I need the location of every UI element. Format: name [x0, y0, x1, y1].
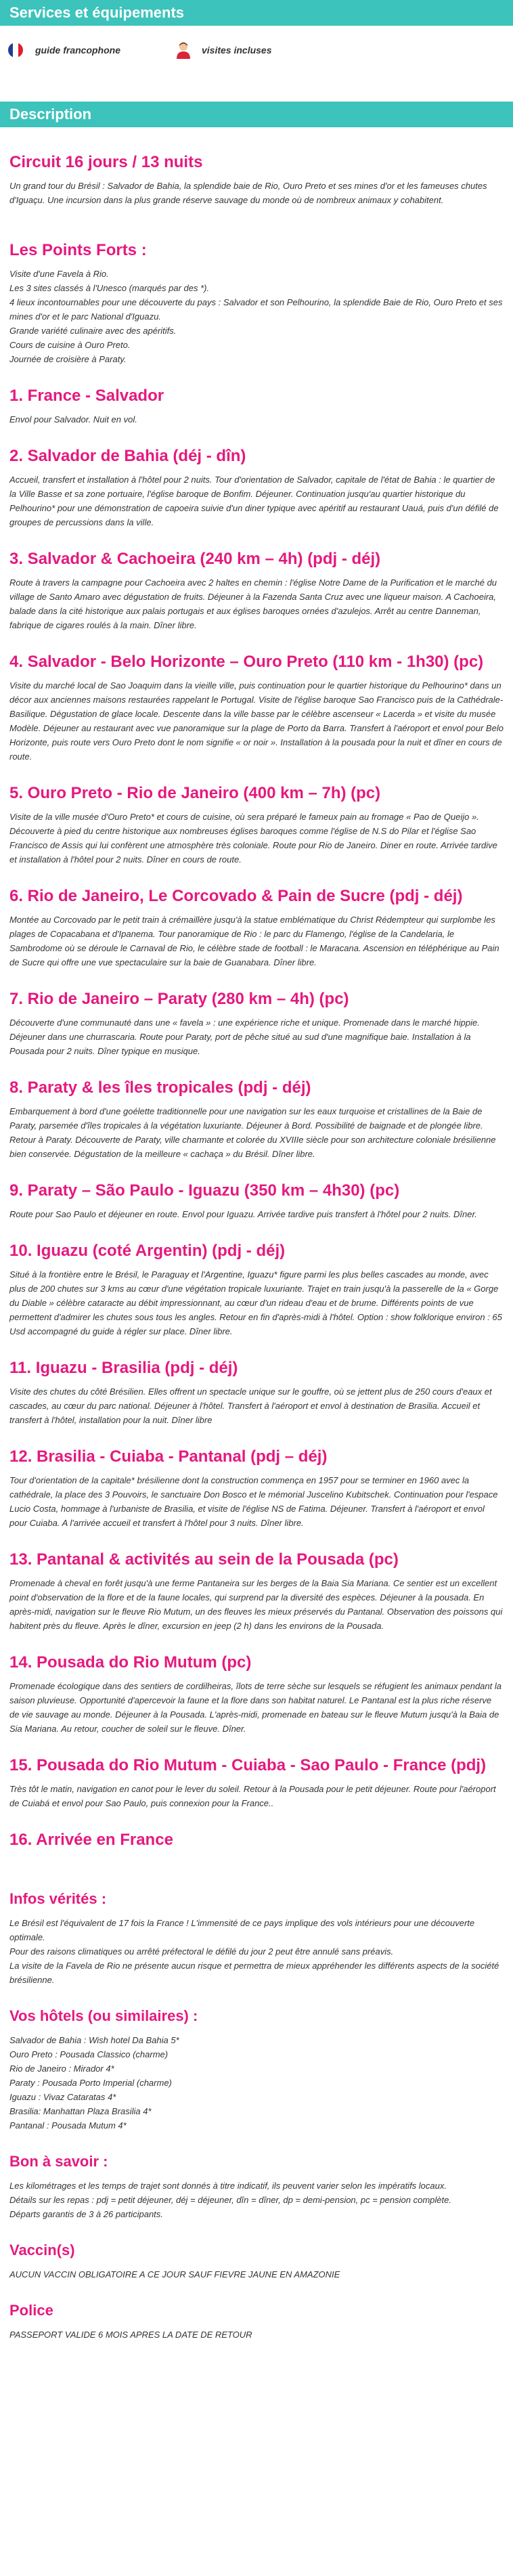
description-header: Description [0, 102, 513, 127]
day-title: 8. Paraty & les îles tropicales (pdj - déj) [9, 1078, 311, 1097]
service-visites-incluses [175, 41, 272, 59]
day-text: Découverte d'une communauté dans une « favela » : une expérience riche et unique. Promenade dans le marché hippie. Déjeuner dans une churrascaria. Route pour Paraty, port de pêche situé au sud d'une magnifique baie. Installation à la Pousada pour 2 nuits. Dîner typique en musique. [9, 1018, 480, 1056]
day-text: Route à travers la campagne pour Cachoeira avec 2 haltes en chemin : l'église Notre Dame de la Purification et le marché du village de Santo Amaro avec dégustation de fruits. Déjeuner à la Fazenda Santa Cruz avec une liqueur maison. A Cachoeira, balade dans la cité historique aux palais portugais et aux églises baroques ornées d'azulejos. Arrêt au centre Danneman, fabrique de cigares roulés à la main. Dîner libre. [9, 577, 497, 630]
infos-title: Infos vérités : [9, 1890, 107, 1907]
day-title: 9. Paraty – São Paulo - Iguazu (350 km – 4h30) (pc) [9, 1181, 400, 1200]
service-label: visites incluses [202, 45, 272, 56]
day-text: Accueil, transfert et installation à l'hôtel pour 2 nuits. Tour d'orientation de Salvador, capitale de l'état de Bahia : le quartier de la Ville Basse et sa zone portuaire, l'église baroque de Bonfim. Déjeuner. Continuation jusqu'au quartier historique du Pelhourino* pour une démonstration de capoeira suivie d'un diner typique avec apéritif au restaurant Uauá, puis d'un défilé de groupes de percussions dans la ville. [9, 475, 499, 527]
day-title: 12. Brasilia - Cuiaba - Pantanal (pdj – déj) [9, 1447, 328, 1466]
police-text: PASSEPORT VALIDE 6 MOIS APRES LA DATE DE RETOUR [9, 2330, 252, 2340]
day-text: Visite du marché local de Sao Joaquim dans la vieille ville, puis continuation pour le quartier historique du Pelhourino* dans un décor aux anciennes maisons restaurées rappelant le Portugal. Visite de l'église baroque Sao Francisco puis de la Cathédrale-Basilique. Dégustation de glace locale. Descente dans la ville basse par le célèbre ascenseur « Lacerda » et visite du musée Modèle. Déjeuner au restaurant avec vue panoramique sur la plage de Porto da Barra. Transfert à l'aéroport et envol pour Belo Horizonte, puis route vers Ouro Preto dont le nom signifie « or noir ». Installation à la pousada pour la nuit et dîner en cours de route. [9, 680, 504, 762]
hotels-text: Salvador de Bahia : Wish hotel Da Bahia 5* Ouro Preto : Pousada Classico (charme) Rio de Janeiro : Mirador 4* Paraty : Pousada Porto Imperial (charme) Iguazu : Vivaz Cataratas 4* Brasilia: Manhattan Plaza Brasilia 4* Pantanal : Pousada Mutum 4* [9, 2035, 179, 2131]
day-title: 14. Pousada do Rio Mutum (pc) [9, 1653, 252, 1672]
infos-text: Le Brésil est l'équivalent de 17 fois la France ! L'immensité de ce pays implique des vols intérieurs pour une découverte optimale. Pour des raisons climatiques ou arrêté préfectoral le défilé du jour 2 peut être annulé sans préavis. La visite de la Favela de Rio ne présente aucun risque et permettra de mieux appréhender les différents aspects de la société brésilienne. [9, 1918, 499, 1985]
day-title: 15. Pousada do Rio Mutum - Cuiaba - Sao Paulo - France (pdj) [9, 1756, 487, 1774]
vaccins-title: Vaccin(s) [9, 2242, 75, 2258]
police-title: Police [9, 2302, 53, 2319]
day-text: Visite des chutes du côté Brésilien. Elles offrent un spectacle unique sur le gouffre, où se jettent plus de 250 cours d'eaux et cascades, au cœur du parc national. Déjeuner à l'hôtel. Transfert à l'aéroport et envol à destination de Brasilia. Accueil et transfert à l'hôtel, installation pour la nuit. Dîner libre [9, 1387, 492, 1425]
points-forts-text: Visite d'une Favela à Rio. Les 3 sites classés à l'Unesco (marqués par des *). 4 lieux incontournables pour une découverte du pays : Salvador et son Pelhourino, la splendide Baie de Rio, Ouro Preto et ses mines d'or et le parc National d'Iguazu. Grande variété culinaire avec des apéritifs. Cours de cuisine à Ouro Preto. Journée de croisière à Paraty. [9, 269, 503, 364]
day-text: Promenade à cheval en forêt jusqu'à une ferme Pantaneira sur les berges de la Baia Sia Mariana. Ce sentier est un excellent point d'observation de la flore et de la faune locales, qui surprend par la diversité des espèces. Déjeuner à la pousada. En après-midi, navigation sur le fleuve Rio Mutum, un des fleuves les mieux préservés du Pantanal. Observation des poissons qui habitent près du fleuve. Après le dîner, excursion en jeep (2 h) dans les environs de la Pousada. [9, 1578, 503, 1631]
day-text: Route pour Sao Paulo et déjeuner en route. Envol pour Iguazu. Arrivée tardive puis transfert à l'hôtel pour 2 nuits. Dîner. [9, 1209, 477, 1219]
service-guide-francophone [8, 43, 120, 58]
day-title: 4. Salvador - Belo Horizonte – Ouro Preto (110 km - 1h30) (pc) [9, 653, 484, 671]
day-text: Très tôt le matin, navigation en canot pour le lever du soleil. Retour à la Pousada pour le petit déjeuner. Route pour l'aéroport de Cuiabá et envol pour Sao Paulo, puis connexion pour la France.. [9, 1784, 496, 1808]
service-label: guide francophone [35, 45, 120, 56]
day-text: Promenade écologique dans des sentiers de cordilheiras, îlots de terre sèche sur lesquels se réfugient les animaux pendant la saison pluvieuse. Opportunité d'apercevoir la faune et la flore dans son habitat naturel. Le Pantanal est la plus riche réserve de vie sauvage au monde. Déjeuner à la Pousada. L'après-midi, promenade en bateau sur le fleuve Mutum jusqu'à la Baia de Sia Mariana. Au retour, coucher de soleil sur le fleuve. Dîner. [9, 1681, 501, 1734]
day-title: 16. Arrivée en France [9, 1831, 173, 1849]
day-title: 10. Iguazu (coté Argentin) (pdj - déj) [9, 1242, 286, 1260]
circuit-title: Circuit 16 jours / 13 nuits [9, 153, 203, 171]
bon-savoir-text: Les kilométrages et les temps de trajet sont donnés à titre indicatif, ils peuvent varier selon les impératifs locaux. Détails sur les repas : pdj = petit déjeuner, déj = déjeuner, dîn = dîner, dp = demi-pension, pc = pension complète. Départs garantis de 3 à 26 participants. [9, 2181, 451, 2219]
day-text: Situé à la frontière entre le Brésil, le Paraguay et l'Argentine, Iguazu* figure parmi les plus belles cascades au monde, avec plus de 200 chutes sur 3 kms au cœur d'une végétation tropicale luxuriante. Trajet en train jusqu'à la passerelle de la « Gorge du Diable » célèbre cataracte au débit impressionnant, au cœur d'un rideau d'eau et de brume. Différents points de vue permettent d'admirer les chutes sous tous les angles. Retour en fin d'après-midi à l'hôtel. Option : show folklorique environ : 65 Usd accompagné du guide à régler sur place. Dîner libre. [9, 1269, 502, 1336]
day-title: 7. Rio de Janeiro – Paraty (280 km – 4h) (pc) [9, 990, 349, 1008]
day-text: Tour d'orientation de la capitale* brésilienne dont la construction commença en 1957 pour se terminer en 1960 avec la cathédrale, la place des 3 Pouvoirs, le sanctuaire Don Bosco et le mémorial Juscelino Kubitschek. Continuation pour l'espace Lucio Costa, hommage à l'urbaniste de Brasilia, et visite de l'église NS de Fatima. Déjeuner. Transfert à l'aéroport et envol pour Cuiaba. A l'arrivée accueil et transfert à l'hôtel pour 3 nuits. Dîner libre. [9, 1475, 498, 1528]
bon-savoir-title: Bon à savoir : [9, 2153, 108, 2170]
circuit-intro: Un grand tour du Brésil : Salvador de Bahia, la splendide baie de Rio, Ouro Preto et ses mines d'or et les fameuses chutes d'Iguaçu. Une incursion dans la plus grande réserve sauvage du monde où de nombreux animaux y cohabitent. [9, 181, 487, 205]
day-text: Embarquement à bord d'une goélette traditionnelle pour une navigation sur les eaux turquoise et cristallines de la Baie de Paraty, parsemée d'îles tropicales à la végétation luxuriante. Déjeuner à Bord. Possibilité de baignade et de plongée libre. Retour à Paraty. Découverte de Paraty, ville charmante et colorée du XVIIIe siècle pour son architecture coloniale brésilienne bien conservée. Dégustation de la meilleure « cachaça » du Brésil. Dîner libre. [9, 1106, 496, 1159]
day-title: 5. Ouro Preto - Rio de Janeiro (400 km – 7h) (pc) [9, 784, 381, 802]
day-title: 11. Iguazu - Brasilia (pdj - déj) [9, 1359, 238, 1377]
guide-person-icon [175, 41, 192, 59]
day-text: Envol pour Salvador. Nuit en vol. [9, 414, 137, 424]
description-content [0, 127, 513, 2342]
vaccins-text: AUCUN VACCIN OBLIGATOIRE A CE JOUR SAUF FIEVRE JAUNE EN AMAZONIE [9, 2269, 340, 2279]
day-text: Visite de la ville musée d'Ouro Preto* et cours de cuisine, où sera préparé le fameux pain au fromage « Pao de Queijo ». Découverte à pied du centre historique aux nombreuses églises baroques comme l'église de N.S do Pilar et l'église Sao Francisco de Assis qui lui confèrent une atmosphère très coloniale. Route pour Rio de Janeiro. Diner en route. Arrivée tardive et installation à l'hôtel pour 2 nuits. Dîner en cours de route. [9, 812, 497, 865]
day-title: 2. Salvador de Bahia (déj - dîn) [9, 447, 246, 465]
day-title: 13. Pantanal & activités au sein de la Pousada (pc) [9, 1550, 399, 1569]
day-title: 6. Rio de Janeiro, Le Corcovado & Pain de Sucre (pdj - déj) [9, 887, 463, 905]
french-flag-icon [8, 43, 23, 58]
day-text: Montée au Corcovado par le petit train à crémaillère jusqu'à la statue emblématique du Christ Rédempteur qui surplombe les plages de Copacabana et d'Ipanema. Tour panoramique de Rio : le parc du Flamengo, l'église de la Candelaria, le Sambrodome où se déroule le Carnaval de Rio, le célèbre stade de football : le Maracana. Ascension en téléphérique au Pain de Sucre qui offre une vue spectaculaire sur la baie de Guanabara. Dîner libre. [9, 915, 499, 967]
hotels-title: Vos hôtels (ou similaires) : [9, 2007, 198, 2024]
services-header: Services et équipements [0, 0, 513, 26]
day-title: 3. Salvador & Cachoeira (240 km – 4h) (pdj - déj) [9, 550, 381, 568]
day-title: 1. France - Salvador [9, 387, 164, 405]
points-forts-title: Les Points Forts : [9, 241, 147, 259]
services-list [0, 26, 513, 74]
